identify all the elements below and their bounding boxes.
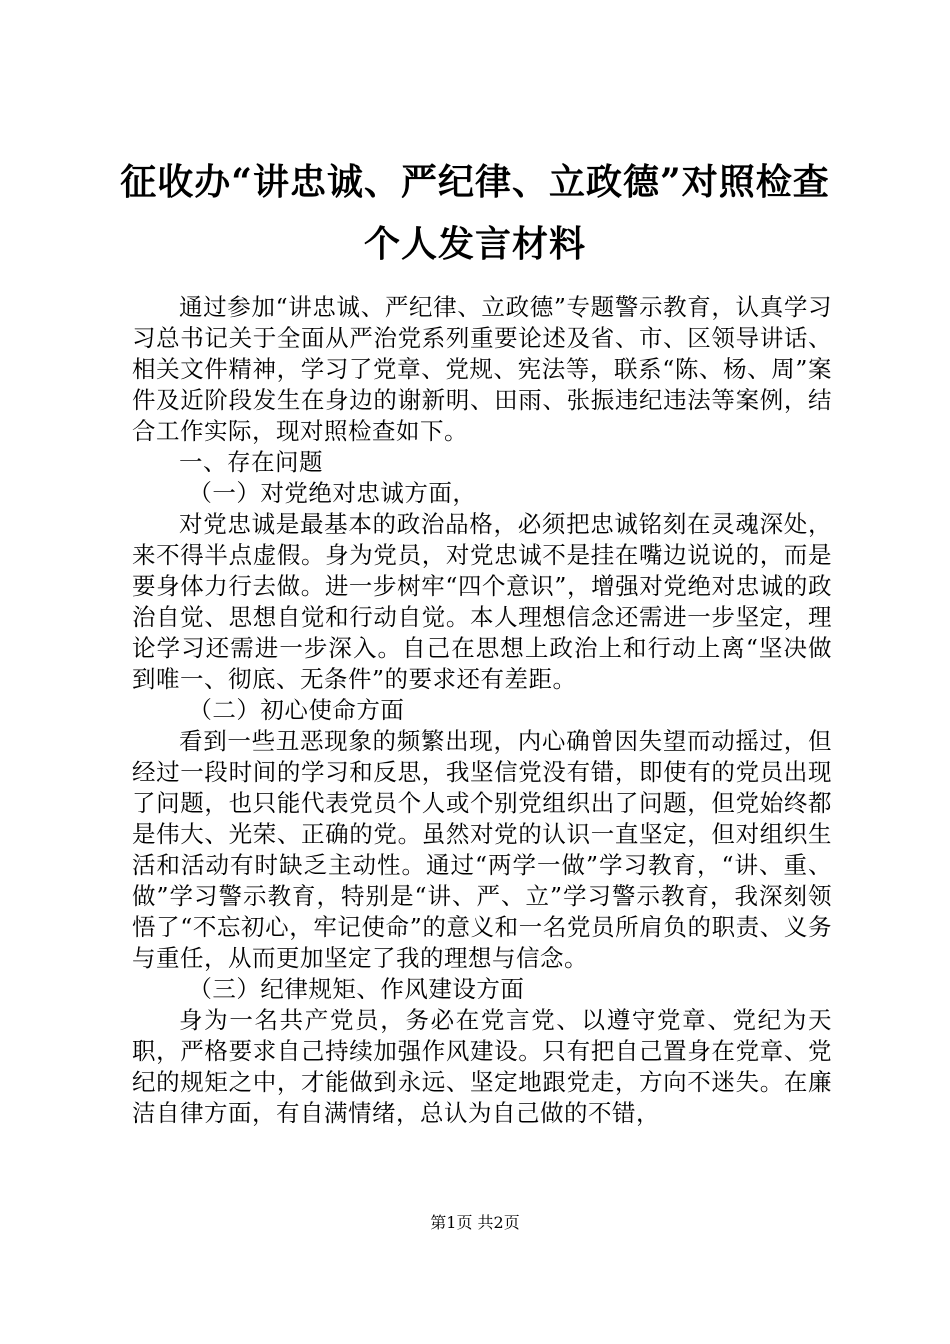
document-title-line-2: 个人发言材料 — [363, 223, 586, 265]
document-title-line-1: 征收办“讲忠诚、严纪律、立政德”对照检查 — [120, 161, 830, 203]
paragraph: 看到一些丑恶现象的频繁出现，内心确曾因失望而动摇过，但经过一段时间的学习和反思，我坚信党没有错，即使有的党员出现了问题，也只能代表党员个人或个别党组织出了问题，但党始终都是伟大、光荣、正确的党。虽然对党的认识一直坚定，但对组织生活和活动有时缺乏主动性。通过“两学一做”学习教育，“讲、重、做”学习警示教育，特别是“讲、严、立”学习警示教育，我深刻领悟了“不忘初心，牢记使命”的意义和一名党员所肩负的职责、义务与重任，从而更加坚定了我的理想与信念。 — [132, 727, 832, 972]
subsection-heading: （二）初心使命方面 — [188, 696, 405, 724]
paragraph-intro: 通过参加“讲忠诚、严纪律、立政德”专题警示教育，认真学习习总书记关于全面从严治党系列重要论述及省、市、区领导讲话、相关文件精神，学习了党章、党规、宪法等，联系“陈、杨、周”案件及近阶段发生在身边的谢新明、田雨、张振违纪违法等案例，结合工作实际，现对照检查如下。 — [132, 293, 832, 445]
subsection-heading: （三）纪律规矩、作风建设方面 — [188, 975, 525, 1003]
paragraph: 身为一名共产党员，务必在党言党、以遵守党章、党纪为天职，严格要求自己持续加强作风建设。只有把自己置身在党章、党纪的规矩之中，才能做到永远、坚定地跟党走，方向不迷失。在廉洁自律方面，有自满情绪，总认为自己做的不错， — [132, 1006, 832, 1127]
document-body — [132, 292, 832, 1129]
subsection-heading: （一）对党绝对忠诚方面， — [188, 479, 477, 507]
paragraph: 对党忠诚是最基本的政治品格，必须把忠诚铭刻在灵魂深处，来不得半点虚假。身为党员，对党忠诚不是挂在嘴边说说的，而是要身体力行去做。进一步树牢“四个意识”，增强对党绝对忠诚的政治自觉、思想自觉和行动自觉。本人理想信念还需进一步坚定，理论学习还需进一步深入。自己在思想上政治上和行动上离“坚决做到唯一、彻底、无条件”的要求还有差距。 — [132, 510, 832, 693]
page-footer: 第1页 共2页 — [430, 1213, 520, 1232]
section-heading: 一、存在问题 — [179, 448, 323, 476]
